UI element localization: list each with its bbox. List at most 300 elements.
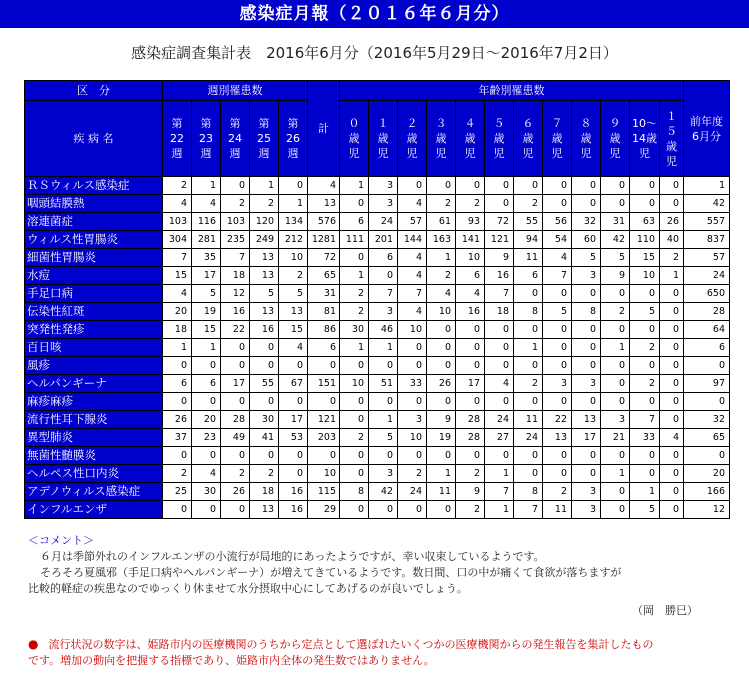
- age-count: 16: [456, 303, 485, 321]
- age-count: 1: [340, 177, 369, 195]
- week-count: 1: [279, 195, 308, 213]
- age-count: 60: [572, 231, 601, 249]
- age-count: 0: [543, 393, 572, 411]
- age-count: 0: [427, 501, 456, 519]
- week-count: 0: [279, 393, 308, 411]
- age-count: 33: [398, 375, 427, 393]
- age-count: 0: [660, 411, 684, 429]
- header-part: 歳: [551, 132, 563, 145]
- age-count: 2: [456, 501, 485, 519]
- age-count: 2: [340, 303, 369, 321]
- header-part: 26: [286, 132, 300, 145]
- header-part: 週: [258, 147, 270, 160]
- age-count: 4: [456, 285, 485, 303]
- age-count: 0: [572, 465, 601, 483]
- age-count: 2: [630, 339, 660, 357]
- week-count: 13: [250, 267, 279, 285]
- header-part: 週: [200, 147, 212, 160]
- table-subtitle: 感染症調査集計表 2016年6月分（2016年5月29日～2016年7月2日）: [131, 44, 618, 62]
- week-count: 15: [279, 321, 308, 339]
- age-count: 2: [456, 465, 485, 483]
- age-count: 0: [514, 393, 543, 411]
- disease-name: 伝染性紅斑: [25, 303, 163, 321]
- disease-name: アデノウィルス感染症: [25, 483, 163, 501]
- total-count: 31: [308, 285, 340, 303]
- header-part: 児: [609, 147, 621, 160]
- week-count: 134: [279, 213, 308, 231]
- header-part: 第: [171, 117, 183, 130]
- age-count: 17: [456, 375, 485, 393]
- age-count: 0: [660, 465, 684, 483]
- week-count: 0: [192, 357, 221, 375]
- week-count: 281: [192, 231, 221, 249]
- age-count: 6: [369, 249, 398, 267]
- age-count: 0: [514, 321, 543, 339]
- header-part: ５: [666, 124, 677, 138]
- age-count: 0: [601, 447, 630, 465]
- age-count: 0: [630, 321, 660, 339]
- age-count: 22: [543, 411, 572, 429]
- age-count: 0: [398, 177, 427, 195]
- week-count: 30: [250, 411, 279, 429]
- table-row: [25, 195, 730, 213]
- week-count: 0: [250, 393, 279, 411]
- age-count: 0: [427, 357, 456, 375]
- age-count: 121: [485, 231, 514, 249]
- age-count: 0: [601, 285, 630, 303]
- total-count: 65: [308, 267, 340, 285]
- total-count: 0: [308, 357, 340, 375]
- age-count: 2: [660, 249, 684, 267]
- age-count: 2: [630, 375, 660, 393]
- header-part: 第: [229, 117, 241, 130]
- week-count: 16: [279, 483, 308, 501]
- week-count: 12: [221, 285, 250, 303]
- week-count: 2: [250, 465, 279, 483]
- age-count: 0: [601, 195, 630, 213]
- week-count: 16: [250, 321, 279, 339]
- age-count: 17: [572, 429, 601, 447]
- age-count: 5: [369, 429, 398, 447]
- age-count: 3: [369, 465, 398, 483]
- week-count: 7: [163, 249, 192, 267]
- week-count: 0: [279, 447, 308, 465]
- total-count: 72: [308, 249, 340, 267]
- header-age-group: [514, 101, 543, 177]
- age-count: 1: [427, 249, 456, 267]
- week-count: 1: [192, 339, 221, 357]
- disease-name: インフルエンザ: [25, 501, 163, 519]
- age-count: 24: [369, 213, 398, 231]
- week-count: 1: [163, 339, 192, 357]
- header-part: １: [666, 109, 677, 123]
- age-count: 0: [660, 357, 684, 375]
- week-count: 4: [192, 195, 221, 213]
- header-part: 児: [493, 147, 505, 160]
- week-count: 0: [192, 393, 221, 411]
- age-count: 8: [572, 303, 601, 321]
- age-count: 2: [340, 429, 369, 447]
- age-count: 7: [514, 501, 543, 519]
- age-count: 21: [601, 429, 630, 447]
- week-count: 6: [163, 375, 192, 393]
- disease-name: 麻疹麻疹: [25, 393, 163, 411]
- age-count: 2: [398, 465, 427, 483]
- age-count: 0: [427, 321, 456, 339]
- table-row: [25, 429, 730, 447]
- comment-section: [28, 533, 728, 619]
- week-count: 41: [250, 429, 279, 447]
- header-part: 児: [377, 147, 389, 160]
- week-count: 0: [163, 393, 192, 411]
- age-count: 27: [485, 429, 514, 447]
- week-count: 5: [279, 285, 308, 303]
- week-count: 35: [192, 249, 221, 267]
- disease-name: ヘルペス性口内炎: [25, 465, 163, 483]
- header-age-group: [456, 101, 485, 177]
- disease-name: 流行性耳下腺炎: [25, 411, 163, 429]
- week-count: 20: [192, 411, 221, 429]
- age-count: 163: [427, 231, 456, 249]
- table-row: [25, 465, 730, 483]
- week-count: 67: [279, 375, 308, 393]
- age-count: 0: [660, 285, 684, 303]
- age-count: 0: [630, 285, 660, 303]
- header-part: 児: [348, 147, 360, 160]
- week-count: 249: [250, 231, 279, 249]
- prev-year-count: 0: [684, 447, 730, 465]
- age-count: 3: [572, 375, 601, 393]
- age-count: 19: [427, 429, 456, 447]
- age-count: 0: [340, 501, 369, 519]
- week-count: 13: [250, 249, 279, 267]
- week-count: 0: [250, 357, 279, 375]
- total-count: 13: [308, 195, 340, 213]
- age-count: 2: [427, 267, 456, 285]
- disease-name: ウィルス性胃腸炎: [25, 231, 163, 249]
- age-count: 0: [601, 483, 630, 501]
- comment-line-1: ６月は季節外れのインフルエンザの小流行が局地的にあったようですが、幸い収束しているようです。: [40, 550, 545, 563]
- table-row: [25, 339, 730, 357]
- age-count: 0: [369, 357, 398, 375]
- table-row: [25, 267, 730, 285]
- age-count: 63: [630, 213, 660, 231]
- age-count: 13: [543, 429, 572, 447]
- week-count: 212: [279, 231, 308, 249]
- header-age-group: [398, 101, 427, 177]
- age-count: 0: [369, 501, 398, 519]
- total-count: 115: [308, 483, 340, 501]
- prev-year-count: 42: [684, 195, 730, 213]
- disease-name: 百日咳: [25, 339, 163, 357]
- week-count: 17: [279, 411, 308, 429]
- week-count: 37: [163, 429, 192, 447]
- prev-year-count: 0: [684, 393, 730, 411]
- age-count: 0: [660, 501, 684, 519]
- age-count: 8: [514, 303, 543, 321]
- bullet-icon: ●: [28, 637, 39, 651]
- week-count: 0: [279, 357, 308, 375]
- table-row: [25, 393, 730, 411]
- age-count: 2: [427, 195, 456, 213]
- week-count: 25: [163, 483, 192, 501]
- age-count: 0: [543, 285, 572, 303]
- disease-name: 風疹: [25, 357, 163, 375]
- week-count: 120: [250, 213, 279, 231]
- header-part: 児: [580, 147, 592, 160]
- prev-year-count: 57: [684, 249, 730, 267]
- week-count: 0: [221, 357, 250, 375]
- age-count: 0: [543, 177, 572, 195]
- header-part: 児: [435, 147, 447, 160]
- age-count: 0: [456, 447, 485, 465]
- table-row: [25, 357, 730, 375]
- age-count: 11: [543, 501, 572, 519]
- age-count: 0: [514, 465, 543, 483]
- prev-year-count: 1: [684, 177, 730, 195]
- age-count: 4: [660, 429, 684, 447]
- age-count: 7: [543, 267, 572, 285]
- age-count: 40: [660, 231, 684, 249]
- age-count: 2: [543, 483, 572, 501]
- header-age-group: [485, 101, 514, 177]
- age-count: 9: [427, 411, 456, 429]
- age-count: 3: [572, 267, 601, 285]
- age-count: 1: [485, 465, 514, 483]
- age-count: 3: [572, 483, 601, 501]
- week-count: 103: [163, 213, 192, 231]
- age-count: 10: [427, 303, 456, 321]
- week-count: 2: [279, 267, 308, 285]
- week-count: 2: [163, 465, 192, 483]
- header-part: 児: [522, 147, 534, 160]
- age-count: 0: [340, 411, 369, 429]
- age-count: 13: [572, 411, 601, 429]
- week-count: 0: [163, 447, 192, 465]
- age-count: 0: [630, 393, 660, 411]
- header-part: ８: [580, 117, 592, 130]
- header-part: 歳: [493, 132, 505, 145]
- week-count: 23: [192, 429, 221, 447]
- comment-line-2: そろそろ夏風邪（手足口病やヘルパンギーナ）が増えてきているようです。数日間、口の中が痛くて食欲が落ちますが: [40, 566, 622, 579]
- week-count: 0: [221, 501, 250, 519]
- age-count: 0: [630, 177, 660, 195]
- age-count: 0: [572, 339, 601, 357]
- age-count: 0: [601, 177, 630, 195]
- header-disease: 疾 病 名: [25, 101, 163, 177]
- header-part: 歳: [522, 132, 534, 145]
- age-count: 0: [601, 501, 630, 519]
- table-row: [25, 177, 730, 195]
- header-part: ３: [435, 117, 447, 130]
- disease-name: 咽頭結膜熱: [25, 195, 163, 213]
- age-count: 0: [369, 393, 398, 411]
- header-part: 23: [199, 132, 213, 145]
- age-count: 56: [543, 213, 572, 231]
- age-count: 0: [340, 357, 369, 375]
- week-count: 0: [163, 357, 192, 375]
- week-count: 18: [163, 321, 192, 339]
- age-count: 1: [630, 483, 660, 501]
- header-week: [250, 101, 279, 177]
- age-count: 0: [340, 447, 369, 465]
- header-age-group: [543, 101, 572, 177]
- age-count: 0: [398, 501, 427, 519]
- age-count: 0: [369, 447, 398, 465]
- age-count: 28: [456, 411, 485, 429]
- age-count: 0: [660, 339, 684, 357]
- disease-name: ヘルパンギーナ: [25, 375, 163, 393]
- week-count: 0: [279, 177, 308, 195]
- prev-year-count: 837: [684, 231, 730, 249]
- disease-name: 突発性発疹: [25, 321, 163, 339]
- age-count: 0: [340, 249, 369, 267]
- age-count: 2: [514, 375, 543, 393]
- header-part: 歳: [609, 132, 621, 145]
- age-count: 0: [543, 339, 572, 357]
- age-count: 1: [369, 411, 398, 429]
- age-count: 6: [456, 267, 485, 285]
- age-count: 1: [514, 339, 543, 357]
- comment-line-3: 比較的軽症の疾患なのでゆっくり休ませて水分摂取中心にしてあげるのが良いでしょう。: [28, 582, 468, 595]
- week-count: 7: [221, 249, 250, 267]
- age-count: 26: [427, 375, 456, 393]
- comment-heading: ＜コメント＞: [28, 534, 94, 547]
- age-count: 0: [514, 357, 543, 375]
- age-count: 3: [398, 411, 427, 429]
- prev-year-count: 557: [684, 213, 730, 231]
- age-count: 93: [456, 213, 485, 231]
- week-count: 10: [279, 249, 308, 267]
- age-count: 0: [601, 321, 630, 339]
- total-count: 29: [308, 501, 340, 519]
- age-count: 10: [398, 321, 427, 339]
- week-count: 0: [221, 447, 250, 465]
- table-row: [25, 231, 730, 249]
- age-count: 31: [601, 213, 630, 231]
- age-count: 1: [427, 465, 456, 483]
- age-count: 2: [601, 303, 630, 321]
- age-count: 144: [398, 231, 427, 249]
- week-count: 13: [250, 501, 279, 519]
- footnote: [28, 636, 728, 669]
- header-part: 児: [551, 147, 563, 160]
- disease-name: ＲＳウィルス感染症: [25, 177, 163, 195]
- table-row: [25, 321, 730, 339]
- age-count: 8: [340, 483, 369, 501]
- header-week: [192, 101, 221, 177]
- header-part: 歳: [348, 132, 360, 145]
- prev-year-count: 6: [684, 339, 730, 357]
- header-part: ６: [522, 117, 534, 130]
- header-part: 第: [200, 117, 212, 130]
- age-count: 7: [369, 285, 398, 303]
- age-count: 28: [456, 429, 485, 447]
- header-part: ５: [493, 117, 505, 130]
- age-count: 141: [456, 231, 485, 249]
- age-count: 0: [601, 375, 630, 393]
- header-part: 歳: [580, 132, 592, 145]
- week-count: 0: [250, 447, 279, 465]
- age-count: 7: [485, 285, 514, 303]
- age-count: 0: [514, 447, 543, 465]
- disease-name: 異型肺炎: [25, 429, 163, 447]
- prev-year-count: 12: [684, 501, 730, 519]
- age-count: 0: [660, 195, 684, 213]
- age-count: 0: [660, 375, 684, 393]
- total-count: 1281: [308, 231, 340, 249]
- header-weekly: 週別罹患数: [163, 81, 308, 101]
- total-count: 10: [308, 465, 340, 483]
- week-count: 0: [279, 465, 308, 483]
- table-row: [25, 249, 730, 267]
- header-part: 児: [406, 147, 418, 160]
- header-part: 歳: [377, 132, 389, 145]
- header-part: ４: [464, 117, 476, 130]
- age-count: 55: [514, 213, 543, 231]
- page-banner-title: 感染症月報（２０１６年６月分）: [0, 0, 749, 28]
- age-count: 9: [456, 483, 485, 501]
- age-count: 2: [340, 285, 369, 303]
- age-count: 11: [514, 249, 543, 267]
- header-part: 25: [257, 132, 271, 145]
- week-count: 26: [221, 483, 250, 501]
- header-part: 第: [287, 117, 299, 130]
- header-part: 22: [170, 132, 184, 145]
- age-count: 0: [543, 321, 572, 339]
- week-count: 2: [221, 465, 250, 483]
- age-count: 3: [601, 411, 630, 429]
- week-count: 4: [192, 465, 221, 483]
- age-count: 4: [543, 249, 572, 267]
- age-count: 0: [340, 465, 369, 483]
- age-count: 4: [398, 195, 427, 213]
- age-count: 0: [427, 393, 456, 411]
- week-count: 0: [192, 501, 221, 519]
- age-count: 1: [601, 339, 630, 357]
- week-count: 15: [163, 267, 192, 285]
- age-count: 8: [514, 483, 543, 501]
- age-count: 0: [660, 321, 684, 339]
- header-part: 児: [639, 147, 650, 160]
- age-count: 3: [369, 177, 398, 195]
- age-count: 0: [572, 321, 601, 339]
- age-count: 5: [601, 249, 630, 267]
- age-count: 51: [369, 375, 398, 393]
- header-part: 週: [171, 147, 183, 160]
- age-count: 3: [369, 303, 398, 321]
- week-count: 4: [279, 339, 308, 357]
- table-row: [25, 285, 730, 303]
- age-count: 0: [543, 465, 572, 483]
- week-count: 20: [163, 303, 192, 321]
- age-count: 0: [630, 465, 660, 483]
- age-count: 0: [543, 447, 572, 465]
- age-count: 0: [514, 177, 543, 195]
- header-part: 歳: [464, 132, 476, 145]
- week-count: 6: [192, 375, 221, 393]
- age-count: 11: [514, 411, 543, 429]
- age-count: 5: [543, 303, 572, 321]
- age-count: 15: [630, 249, 660, 267]
- prev-year-count: 24: [684, 267, 730, 285]
- age-count: 0: [660, 303, 684, 321]
- header-part: 歳: [435, 132, 447, 145]
- age-count: 0: [456, 357, 485, 375]
- age-count: 24: [514, 429, 543, 447]
- week-count: 22: [221, 321, 250, 339]
- age-count: 0: [601, 393, 630, 411]
